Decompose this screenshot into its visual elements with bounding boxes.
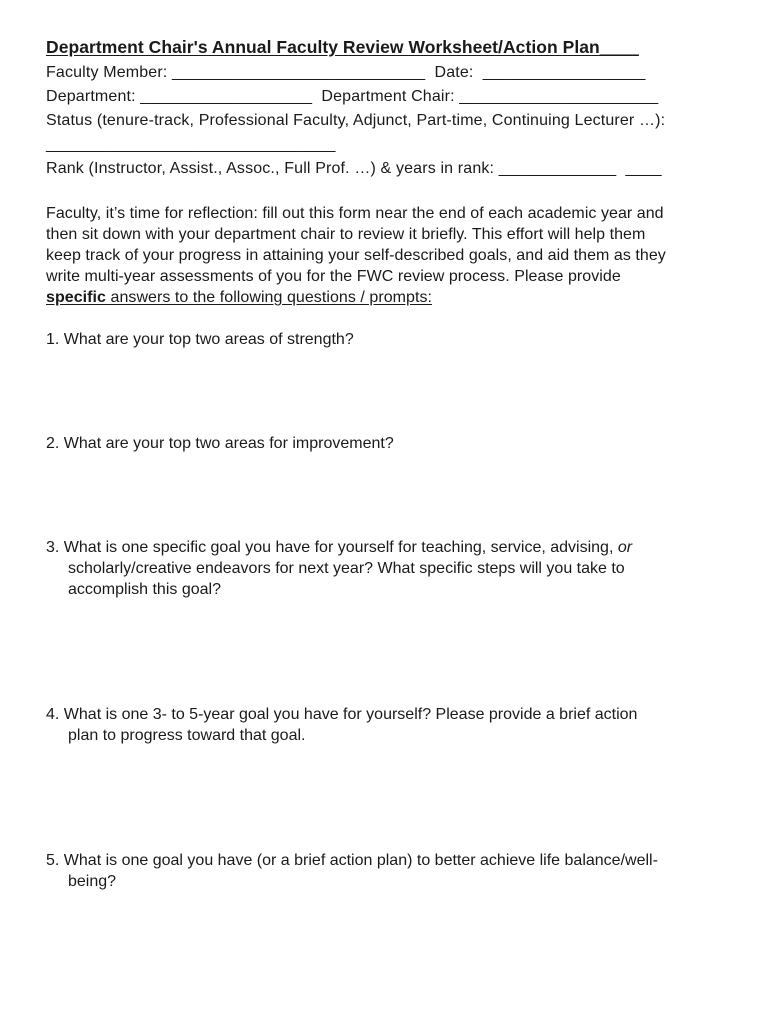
answer-area-3[interactable] [46, 604, 736, 700]
question-text: 5. What is one goal you have (or a brief action plan) to better achieve life balance/well- [46, 852, 658, 869]
question-4 [46, 704, 736, 746]
status-blank-field[interactable]: ________________________________ [46, 136, 336, 153]
intro-line-rest: answers to the following questions / prompts: [106, 289, 433, 306]
question-text: 2. What are your top two areas for improvement? [46, 435, 394, 452]
answer-area-5[interactable] [46, 896, 736, 1006]
answer-area-4[interactable] [46, 750, 736, 846]
emphasis-specific: specific [46, 289, 106, 306]
faculty-member-date-row[interactable]: Faculty Member: ____________________________ Date: __________________ [46, 64, 646, 81]
question-text: plan to progress toward that goal. [68, 727, 306, 744]
intro-paragraph [46, 203, 736, 308]
question-text: accomplish this goal? [68, 581, 221, 598]
answer-area-1[interactable] [46, 355, 736, 427]
page-title: Department Chair's Annual Faculty Review Worksheet/Action Plan____ [46, 37, 639, 57]
emphasis-or: or [617, 539, 633, 556]
intro-line: Faculty, it’s time for reflection: fill out this form near the end of each academic year and [46, 205, 664, 222]
question-text-start: 3. What is one specific goal you have for yourself for teaching, service, advising, [46, 539, 618, 556]
question-text: being? [68, 873, 117, 890]
question-3 [46, 537, 736, 600]
question-text: scholarly/creative endeavors for next year? What specific steps will you take to [68, 560, 625, 577]
question-2 [46, 433, 736, 454]
intro-line: keep track of your progress in attaining your self-described goals, and aid them as they [46, 247, 666, 264]
intro-line-instruction [46, 287, 736, 308]
question-text [46, 537, 736, 558]
answer-area-2[interactable] [46, 459, 736, 533]
department-chair-row[interactable]: Department: ___________________ Department Chair: ______________________ [46, 88, 659, 105]
intro-line: then sit down with your department chair to review it briefly. This effort will help them [46, 226, 646, 243]
intro-line: write multi-year assessments of you for the FWC review process. Please provide [46, 268, 621, 285]
question-1 [46, 329, 736, 350]
question-text: 1. What are your top two areas of strength? [46, 331, 354, 348]
rank-years-row[interactable]: Rank (Instructor, Assist., Assoc., Full Prof. …) & years in rank: _____________ ____ [46, 160, 662, 177]
status-row: Status (tenure-track, Professional Faculty, Adjunct, Part-time, Continuing Lecturer …): [46, 112, 666, 129]
question-5 [46, 850, 736, 892]
question-text: 4. What is one 3- to 5-year goal you have for yourself? Please provide a brief action [46, 706, 638, 723]
